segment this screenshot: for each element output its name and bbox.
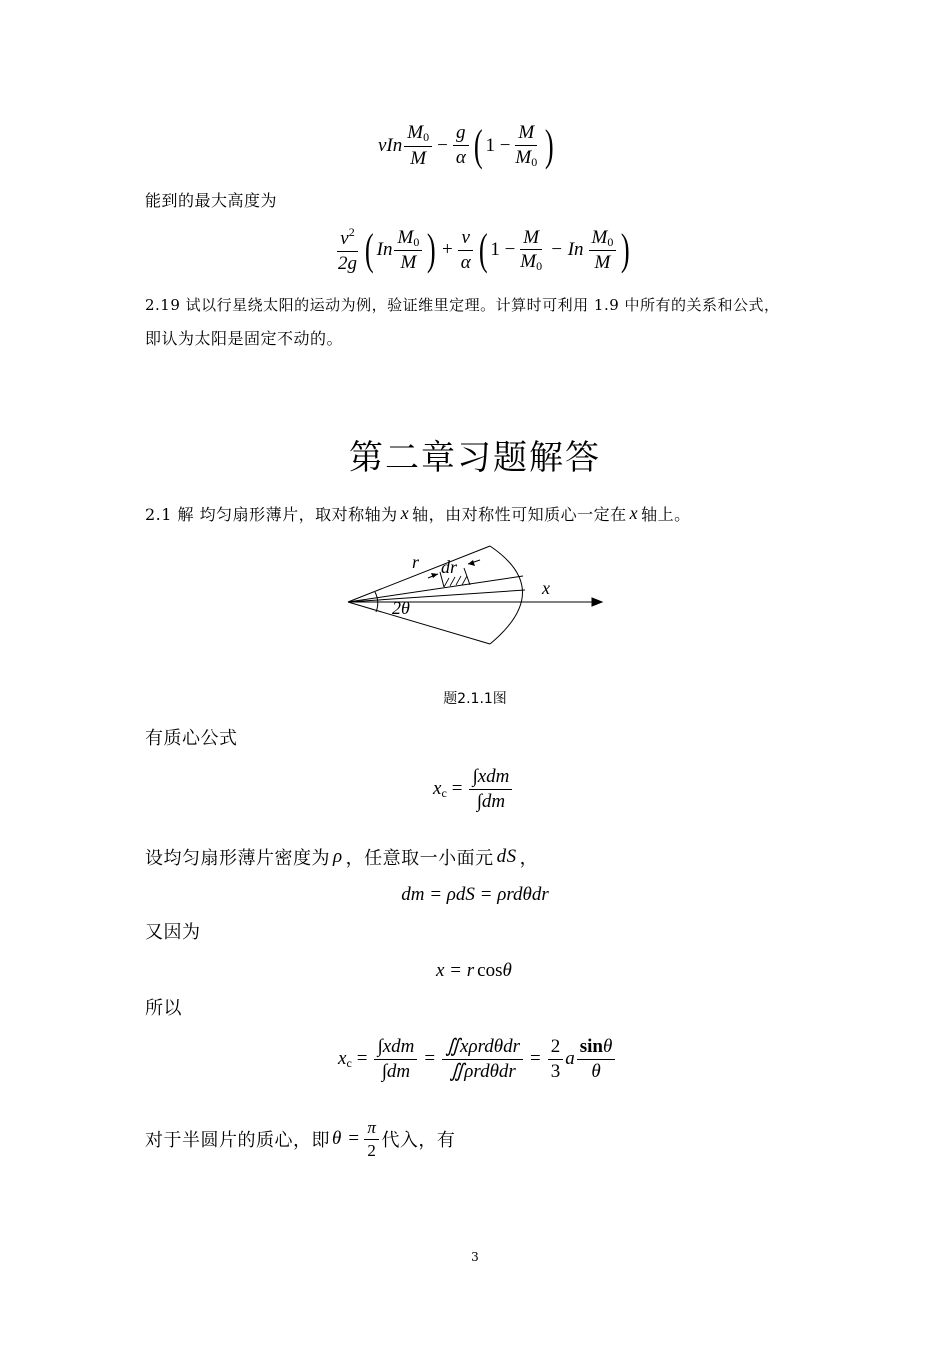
label-x-axis: x (542, 578, 550, 598)
label-max-height: 能到的最大高度为 (145, 191, 278, 210)
sector-figure (340, 540, 610, 650)
problem-2-19-line2: 即认为太阳是固定不动的。 (145, 329, 344, 348)
solution-2-1-intro: 2.1 解 均匀扇形薄片，取对称轴为 x 轴，由对称性可知质心一定在 x 轴上。 (145, 503, 691, 524)
label-so: 所以 (145, 998, 182, 1019)
hatch-area (444, 576, 467, 587)
chapter-title: 第二章习题解答 (349, 438, 601, 478)
label-angle: 2θ (392, 598, 410, 618)
sector-arc (490, 546, 523, 644)
equation-x: x = r cos θ (436, 960, 512, 981)
problem-2-19-line1: 2.19 试以行星绕太阳的运动为例，验证维里定理。计算时可利用 1.9 中所有的关系和公式， (145, 296, 780, 314)
equation-max-height: $\frac{v^2}{2g}$ ( In $\frac{M_0}{M}$ ) + $\frac{v}{\alpha}$ ( 1 − $\frac{M}{M_0}$ − In $\frac{M_0}{M}$ ) (338, 225, 631, 275)
sector-lower-edge (348, 602, 490, 644)
label-r: r (412, 552, 420, 572)
density-line: 设均匀扇形薄片密度为 ρ ，任意取一小面元 dS ， (145, 846, 539, 869)
figure-caption: 题2.1.1图 (443, 691, 507, 707)
page-number: 3 (471, 1250, 479, 1264)
equation-result: $x_c$ = $\frac{\text{∫xdm}}{\int dm}$ = $\frac{\text{∬xρrdθdr}}{\text{∬ρrdθdr}}$ = $\frac{2}{3}$ a $\frac{\sin\theta}{\theta}$ (338, 1036, 617, 1083)
semicircle-line: 对于半圆片的质心，即 θ = $\frac{\pi}{2}$ 代入，有 (145, 1118, 456, 1160)
label-centroid-formula: 有质心公式 (145, 728, 238, 749)
label-dr: dr (441, 557, 458, 577)
equation-centroid: $x_c$ = $\frac{\text{∫xdm}}{\int dm}$ (433, 766, 514, 813)
label-because: 又因为 (145, 922, 201, 943)
sector-inner-line-1 (348, 576, 523, 602)
equation-dm: dm = ρdS = ρrdθdr (401, 884, 549, 905)
equation-velocity: vIn $\frac{M_0}{M}$ − $\frac{g}{\alpha}$ ( 1 − $\frac{M}{M_0}$ ) (378, 120, 554, 170)
x-axis-arrowhead (592, 598, 602, 606)
